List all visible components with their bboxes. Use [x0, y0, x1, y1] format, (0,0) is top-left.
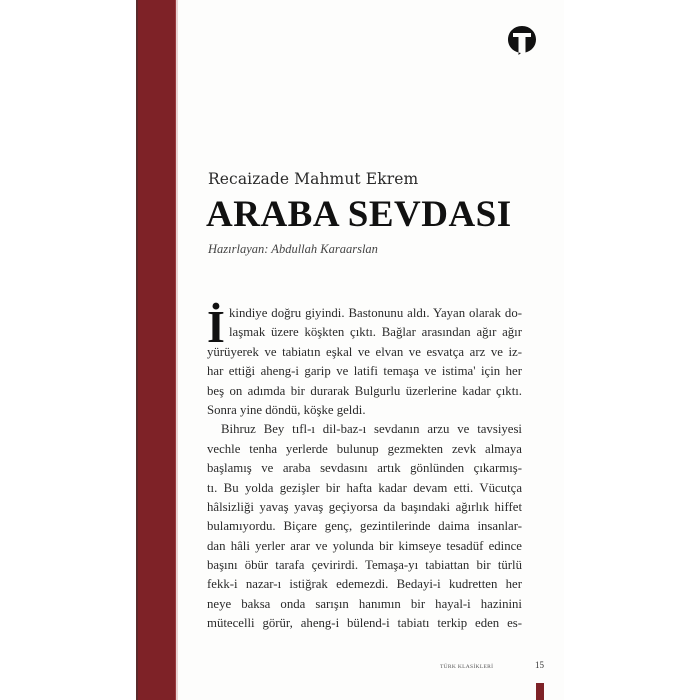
editor-credit: Hazırlayan: Abdullah Karaarslan [208, 242, 378, 256]
paragraph-1 [207, 301, 522, 420]
text-line: mütecelli görür, aheng-i bülend-i tabiatı terkip eden es- [207, 616, 522, 631]
text-line: bulamıyordu. Biçare genç, gezintilerinde daima insanlar- [207, 519, 522, 534]
page-tab-marker [536, 683, 544, 700]
text-line: Sonra yine döndü, köşke geldi. [207, 402, 366, 417]
text-line: vechle tenha yerlerde bulunup gezmekten zevk almaya [207, 441, 522, 456]
text-line: başlamış ve araba sevdasını artık gönlünden çıkarmış- [207, 461, 522, 476]
text-line: hâlsizliği yavaş yavaş geçiyorsa da başındaki ağırlık hiffet [207, 499, 522, 514]
text-line: Bihruz Bey tıfl-ı dil-baz-ı sevdanın arzu ve tavsiyesi [221, 422, 522, 437]
text-line: yürüyerek ve tabiatın eşkal ve elvan ve esvatça arz ve iz- [207, 344, 522, 359]
body-text [207, 301, 522, 634]
stripe-edge [176, 0, 178, 700]
page-number: 15 [535, 660, 544, 670]
series-label: TÜRK KLASİKLERİ [440, 664, 494, 670]
turkuvaz-t-logo-icon [506, 24, 538, 56]
text-line: laşmak üzere köşkten çıktı. Bağlar arasından ağır ağır [229, 325, 522, 340]
text-line: tı. Bu yolda gezişler bir hafta kadar devam etti. Vücutça [207, 480, 522, 495]
text-line: dan hâli yerler arar ve yolunda bir kimseye tesadüf edince [207, 538, 522, 553]
drop-cap: İ [207, 301, 225, 352]
text-line: neye baksa onda sarışın hanımın bir hayal-i hazinini [207, 596, 522, 611]
text-line: kindiye doğru giyindi. Bastonunu aldı. Yayan olarak do- [229, 306, 522, 320]
text-line: fekk-i nazar-ı istiğrak edemezdi. Bedayi-i kudretten her [207, 577, 522, 592]
text-line: har ettiği aheng-i garip ve latifi temaşa ve istima' için her [207, 364, 522, 379]
text-line: beş on adımda bir durarak Bulgurlu üzerlerine kadar çıktı. [207, 383, 522, 398]
text-line: başını öbür tarafa çevirirdi. Temaşa-yı tabiattan bir türlü [207, 558, 522, 573]
book-title: ARABA SEVDASI [206, 194, 512, 235]
paragraph-2 [207, 420, 522, 633]
author-name: Recaizade Mahmut Ekrem [208, 170, 419, 188]
spine-stripe [136, 0, 176, 700]
